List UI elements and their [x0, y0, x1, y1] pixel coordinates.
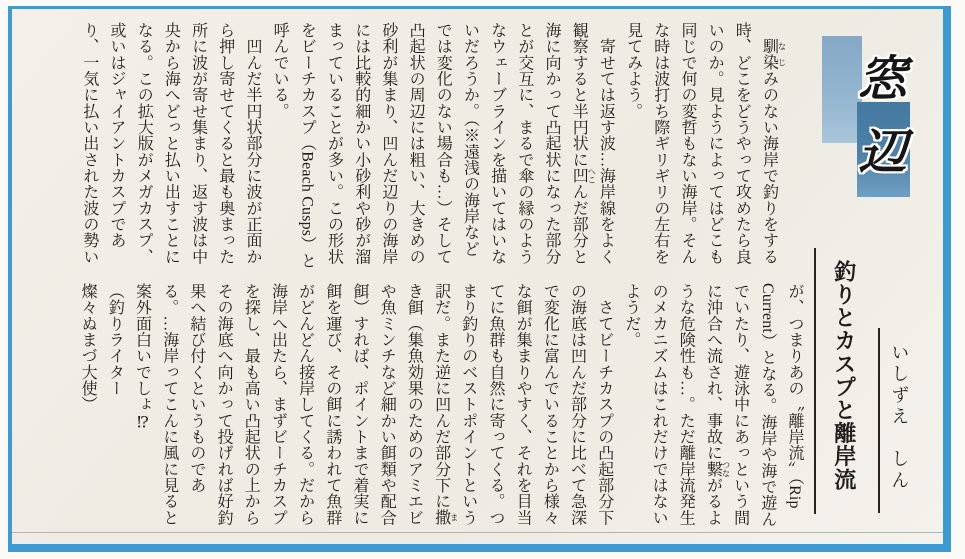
paragraph-2: 寄せては返す波…海岸線をよく観察すると半円状に凹 へこんだ部分と海に向かって凸起状になった部分とが交互に、まるで傘の縁のようなウェーブラインを描いてはいないだろうか。（※遠浅の海岸などでは変化のない場合も…）そして凸起状の周辺には粗い、大きめの砂利が集まり、凹んだ辺りの海岸には比較的細かい小砂利や砂が溜まっていることが多い。この形状をビーチカスプ（Beach Cusps）と呼んでいる。 — [271, 22, 615, 269]
paragraph-3: 凹んだ半円状部分に波が正面から押し寄せてくると最も奥まった所に波が寄せ集まり、返す波は中央から海へどっと払い出すことになる。この拡大版がメガカスプ、或いはジャイアントカスプであり、一気に払い出された波の勢い — [80, 22, 261, 265]
column-logo: 窓辺 — [851, 53, 904, 199]
sidebar — [813, 9, 943, 544]
article-bottom-band — [32, 283, 808, 534]
paragraph-4: が、つまりあの〝離岸流〟（Rip Current）となる。海岸や海で遊んでいたり、遊泳中にあっという間に沖合へ流され、事故に繋 つながるような危険性も…。ただ離岸流発生のメカニズムはこれだけではないようだ。 — [622, 283, 803, 527]
paragraph-1: 馴染 なじみのない海岸で釣りをする時、どこをどうやって攻めたら良いのか。見ようによってはどこも同じで何の変哲もない海岸。そんな時は波打ち際ギリギリの左右を見てみよう。 — [624, 22, 787, 265]
headline-author-divider-rule — [878, 328, 880, 513]
author-signature: （釣りライター 燦々ぬまづ大使） — [79, 283, 124, 413]
article-top-band — [32, 22, 787, 269]
page-content — [12, 9, 943, 544]
page-frame — [8, 6, 951, 552]
headline-left-rule — [814, 248, 816, 514]
headline-title: 釣りとカスプと離岸流 — [831, 260, 857, 491]
article-body — [12, 9, 813, 544]
paragraph-5: さてビーチカスプの凸起部分下の海底は凹んだ部分に比べて急深で変化に富んでいることから様々な餌が集まりやすく、それを目当てに魚群も自然に寄ってくる。つまり釣りのベストポイントという訳だ。また逆に凹んだ部分下に撒 まき餌（集魚効果のためのアミエビや魚ミンチなど細かい餌類や配合餌）すれば、ポイントまで着実に餌を運び、その餌に誘われて魚群がどんどん接岸してくる。だから海岸へ出たら、まずビーチカスプを探し、最も高い凸起状の上からその海底へ向かって投げれば好釣果へ結び付くというものである。…海岸ってこんに風に見ると案外面白いでしょ⁉ — [133, 283, 613, 526]
author-name: いしずえ しん — [889, 343, 910, 492]
